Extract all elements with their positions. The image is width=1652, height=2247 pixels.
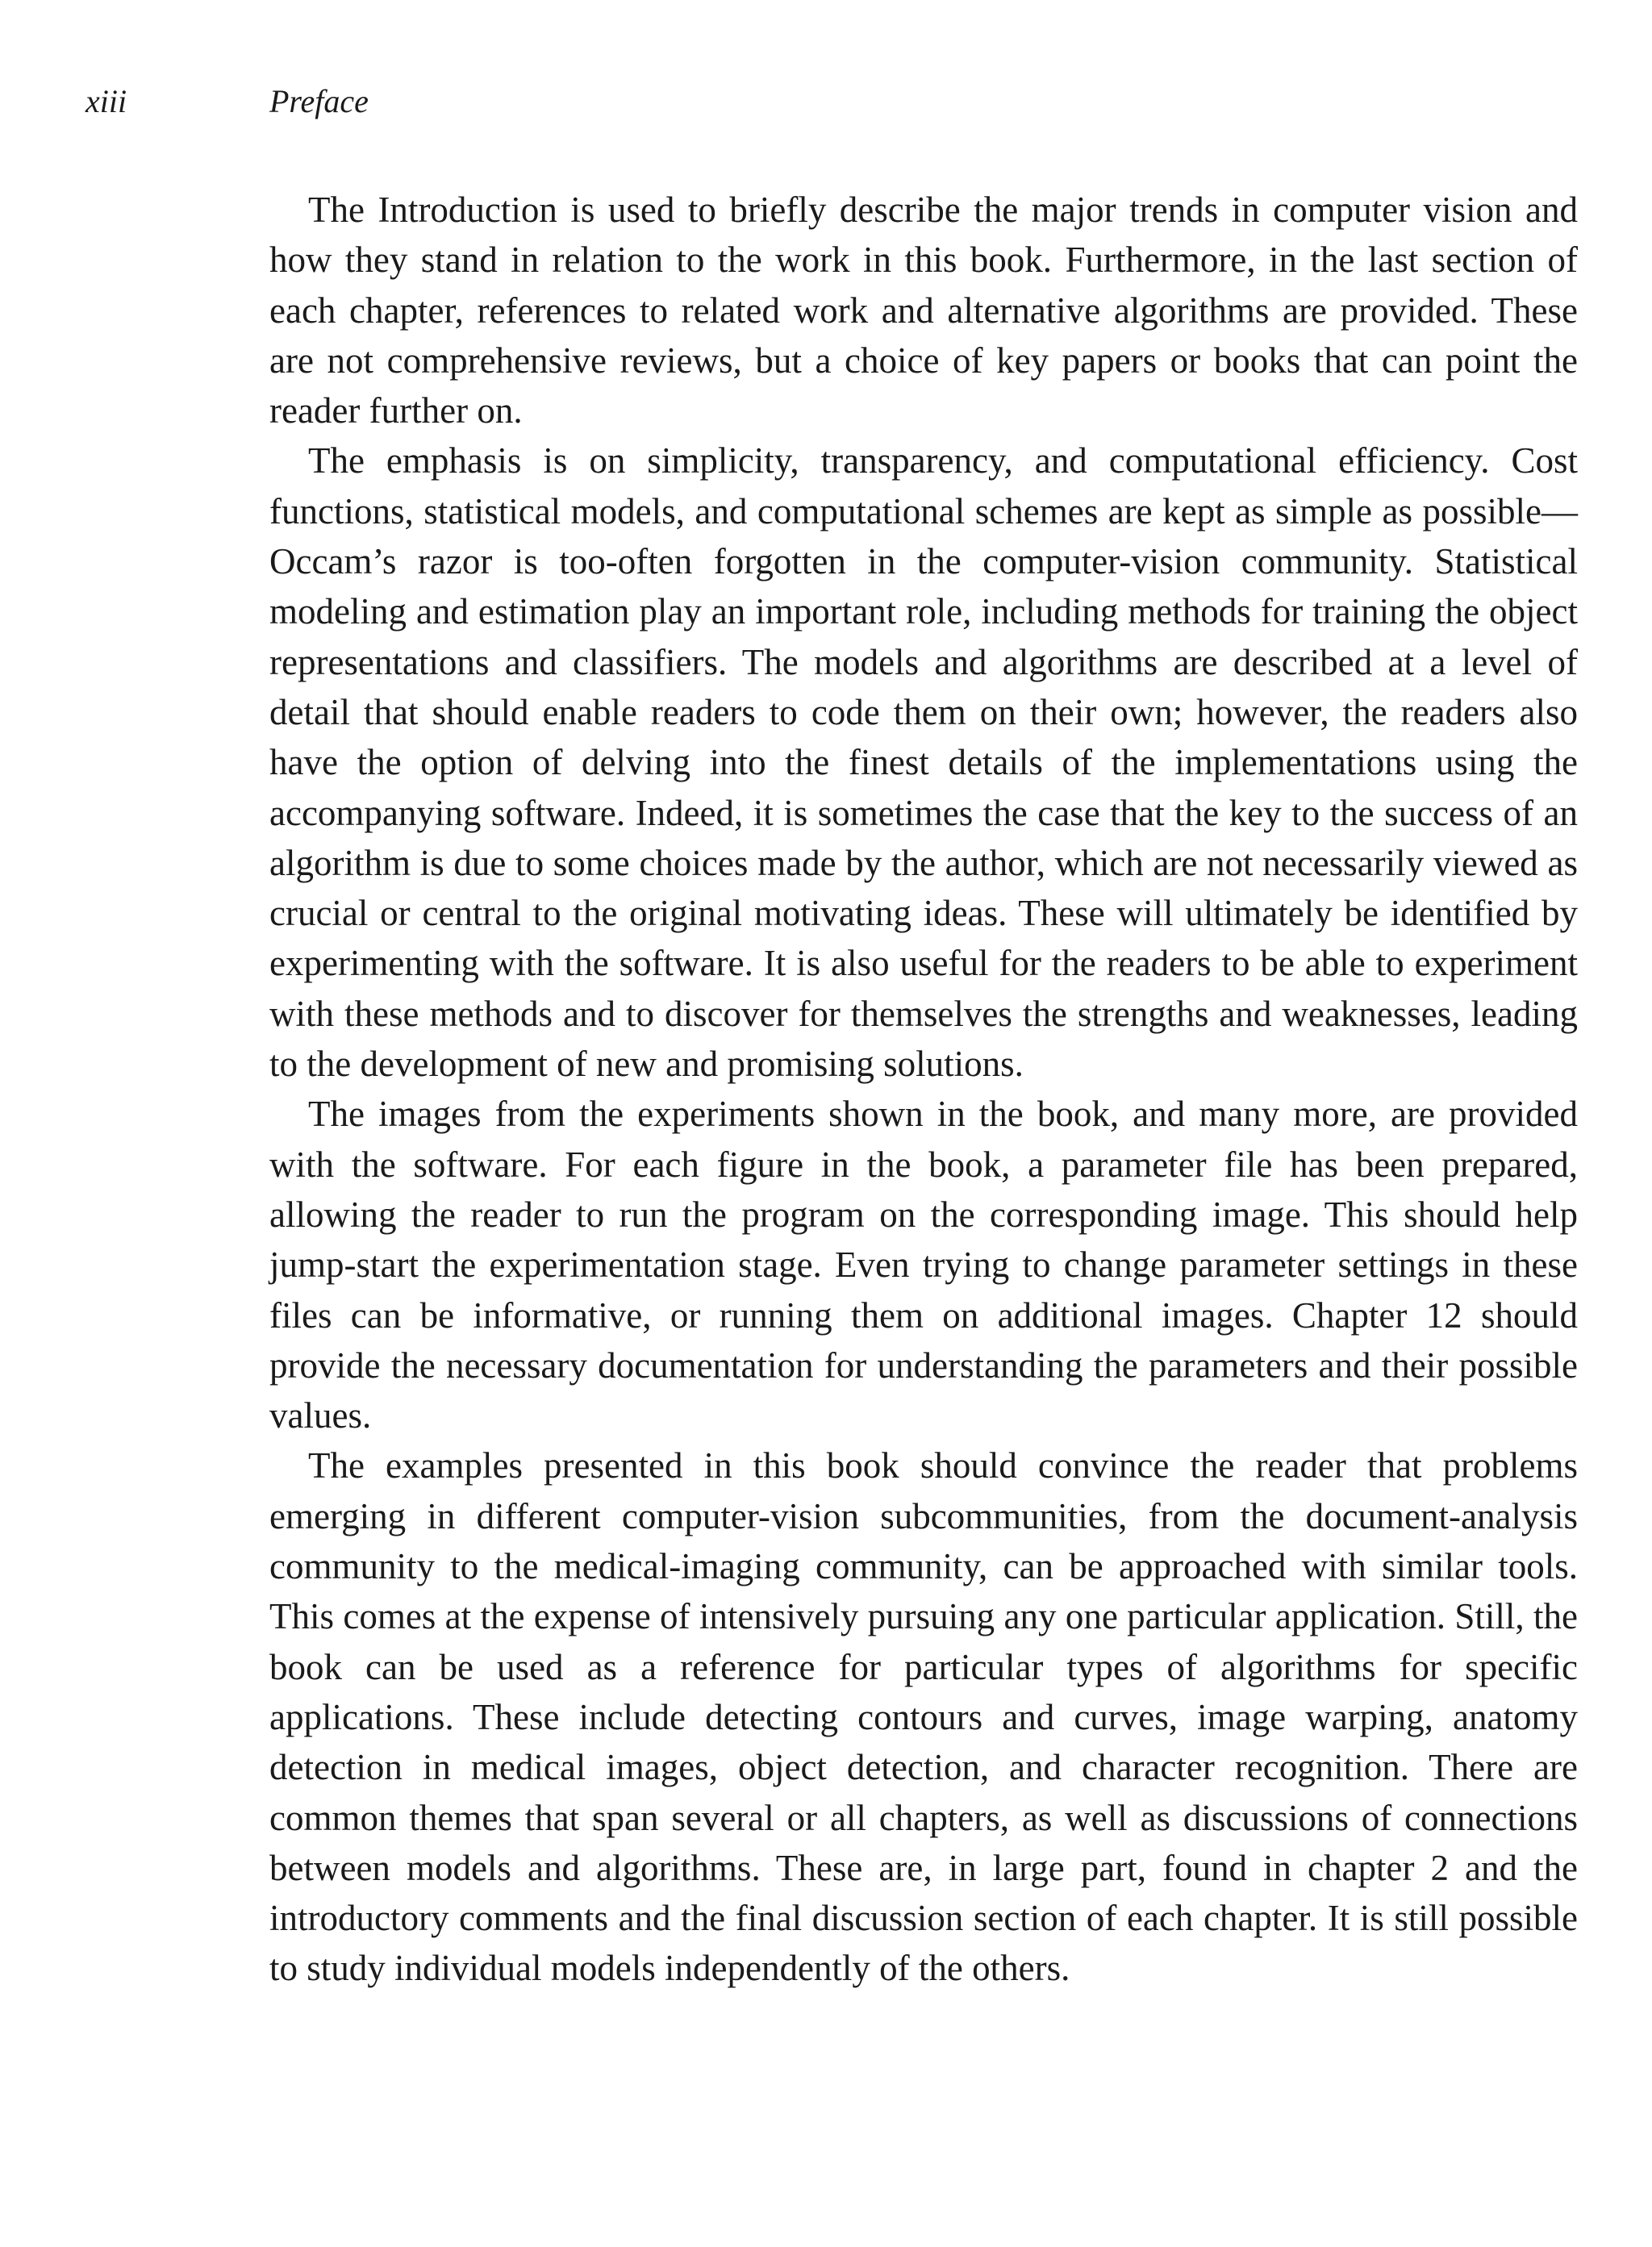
paragraph-examples: The examples presented in this book should convince the reader that problems emerging in different computer-vision subcommunities, from the document-analysis community to the medical-imaging community, can be approached with similar tools. This comes at the expense of intensively pursuing any one particular application. Still, the book can be used as a reference for particular types of algorithms for specific applications. These include detecting contours and curves, image warping, anatomy detection in medical images, object detection, and character recognition. There are common themes that span several or all chapters, as well as discussions of connections between models and algorithms. These are, in large part, found in chapter 2 and the introductory comments and the final discussion section of each chapter. It is still possible to study individual models independently of the others. xyxy=(269,1445,1578,1989)
paragraph-introduction: The Introduction is used to briefly describe the major trends in computer vision and how they stand in relation to the work in this book. Furthermore, in the last section of each chapter, references to related work and alternative algorithms are provided. These are not comprehensive reviews, but a choice of key papers or books that can point the reader further on. xyxy=(269,190,1578,431)
body-text xyxy=(269,185,1578,1994)
section-title: Preface xyxy=(269,83,369,119)
running-head xyxy=(0,77,1652,126)
page-number: xiii xyxy=(86,83,127,119)
paragraph-images: The images from the experiments shown in the book, and many more, are provided with the software. For each figure in the book, a parameter file has been prepared, allowing the reader to run the program on the corresponding image. This should help jump-start the experimentation stage. Even trying to change parameter settings in these files can be informative, or running them on additional images. Chapter 12 should provide the necessary documentation for understanding the parameters and their possible values. xyxy=(269,1094,1578,1436)
paragraph-emphasis: The emphasis is on simplicity, transparency, and computational efficiency. Cost functions, statistical models, and computational schemes are kept as simple as possible—Occam’s razor is too-often forgotten in the computer-vision community. Statistical modeling and estimation play an important role, including methods for training the object representations and classifiers. The models and algorithms are described at a level of detail that should enable readers to code them on their own; however, the readers also have the option of delving into the finest details of the implementations using the accompanying software. Indeed, it is sometimes the case that the key to the success of an algorithm is due to some choices made by the author, which are not necessarily viewed as crucial or central to the original motivating ideas. These will ultimately be identified by experimenting with the software. It is also useful for the readers to be able to experiment with these methods and to discover for themselves the strengths and weaknesses, leading to the development of new and promising solutions. xyxy=(269,440,1578,1085)
